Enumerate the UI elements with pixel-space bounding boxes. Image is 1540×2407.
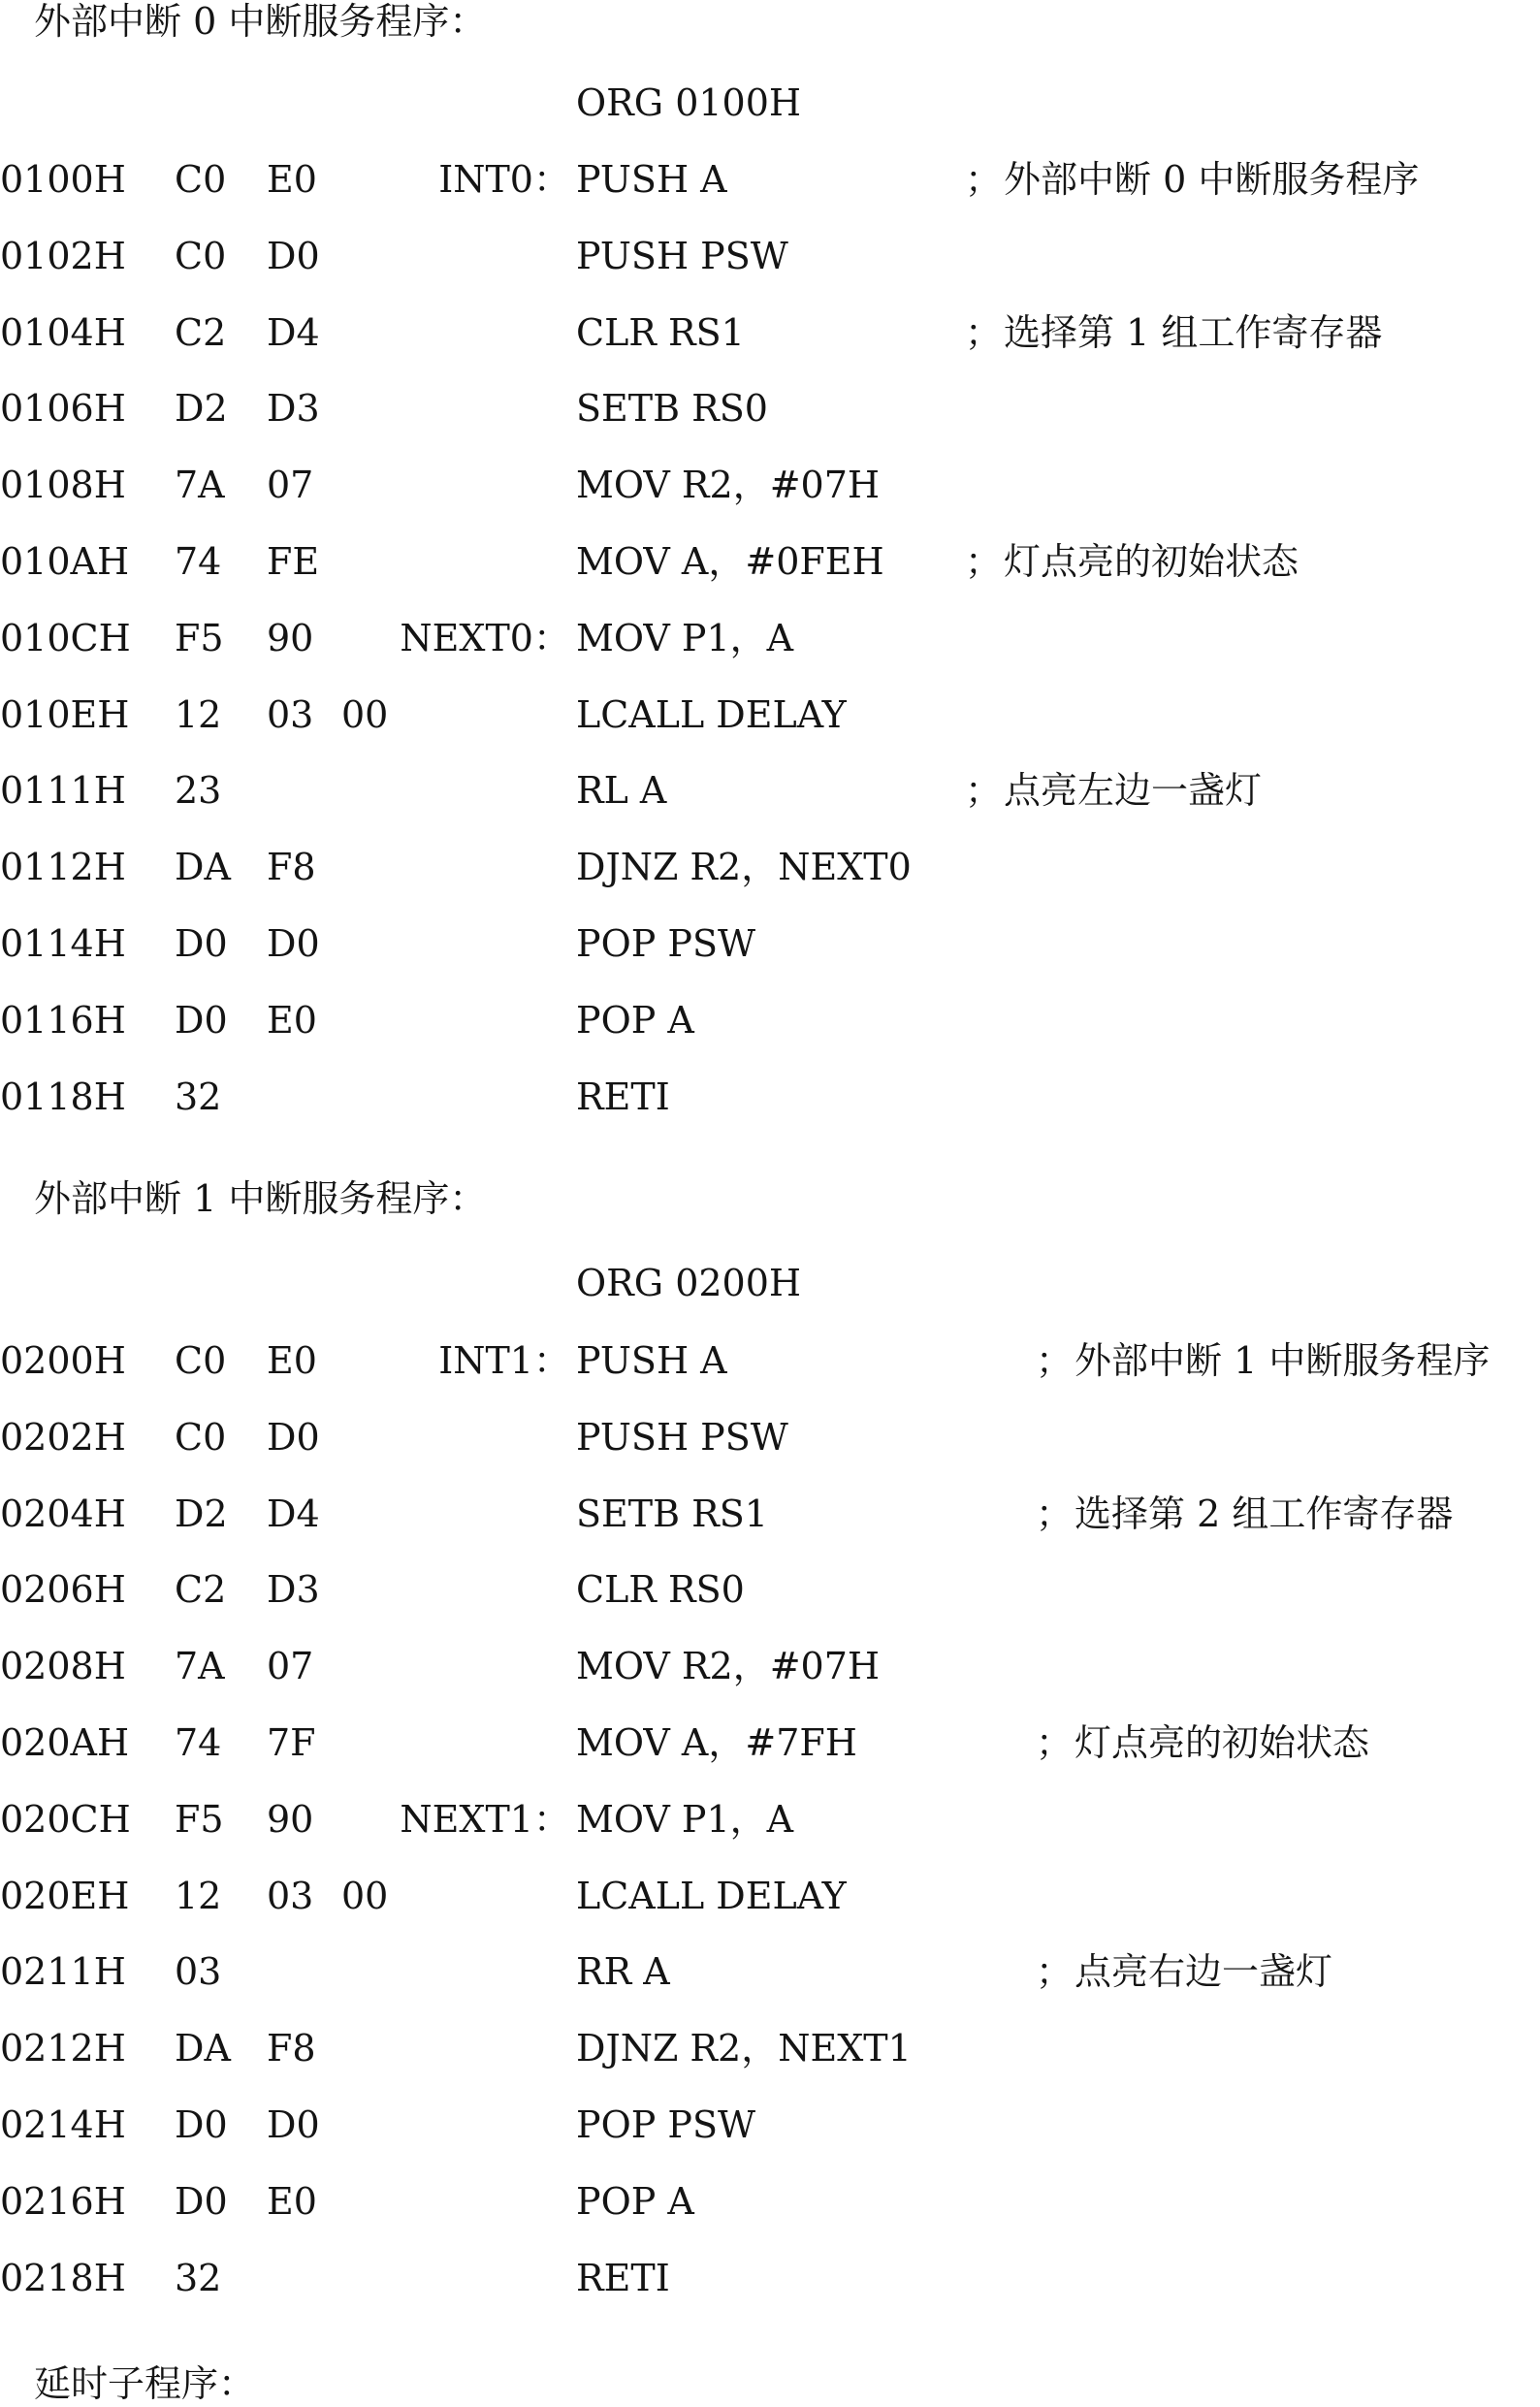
address-cell: 020CH — [0, 1797, 131, 1841]
comment-cell — [1036, 1487, 1453, 1541]
code-line — [0, 1333, 1540, 1388]
opcode-byte-2: D3 — [267, 387, 320, 431]
opcode-byte-2: D0 — [267, 234, 320, 277]
opcode-byte-1: DA — [175, 2027, 231, 2070]
label-cell: NEXT0： — [400, 616, 570, 659]
address-cell: 020EH — [0, 1874, 130, 1917]
code-line — [0, 1410, 1540, 1464]
instruction-cell: DJNZ R2，NEXT0 — [576, 846, 912, 889]
code-line — [0, 993, 1540, 1047]
org-line-int0 — [0, 76, 1540, 130]
opcode-byte-2: D4 — [267, 310, 320, 354]
opcode-byte-1: 7A — [175, 464, 225, 507]
org-directive: ORG 0200H — [576, 1262, 802, 1304]
opcode-byte-1: F5 — [175, 616, 224, 659]
comment-cell — [1036, 1944, 1332, 1999]
address-cell: 0100H — [0, 158, 126, 201]
opcode-byte-1: 12 — [175, 1874, 222, 1917]
code-line — [0, 1487, 1540, 1541]
code-line — [0, 458, 1540, 512]
code-line — [0, 2174, 1540, 2229]
comment-text: 灯点亮的初始状态 — [1075, 1721, 1370, 1764]
opcode-byte-2: 07 — [267, 1645, 314, 1688]
opcode-byte-2: F8 — [267, 2027, 316, 2070]
code-line — [0, 688, 1540, 742]
instruction-cell: POP A — [576, 998, 694, 1042]
instruction-cell: POP PSW — [576, 2103, 756, 2146]
opcode-byte-3: 00 — [341, 692, 389, 736]
instruction-cell: CLR RS0 — [576, 1568, 745, 1612]
code-line — [0, 534, 1540, 589]
instruction-cell: MOV A，#7FH — [576, 1721, 857, 1764]
comment-marker: ； — [1036, 1721, 1074, 1764]
code-line — [0, 611, 1540, 665]
opcode-byte-1: C0 — [175, 234, 227, 277]
label-cell: NEXT1： — [400, 1797, 570, 1841]
comment-marker: ； — [965, 769, 1003, 813]
address-cell: 0111H — [0, 769, 126, 813]
instruction-cell: RL A — [576, 769, 667, 813]
opcode-byte-2: 90 — [267, 616, 314, 659]
instruction-cell: RETI — [576, 2256, 670, 2299]
code-line — [0, 1716, 1540, 1770]
opcode-byte-2: E0 — [267, 158, 317, 201]
code-line — [0, 1869, 1540, 1923]
opcode-byte-2: D0 — [267, 2103, 320, 2146]
comment-marker: ； — [1036, 1339, 1074, 1382]
instruction-cell: MOV P1，A — [576, 616, 794, 659]
opcode-byte-2: F8 — [267, 846, 316, 889]
comment-cell — [965, 152, 1419, 207]
label-cell: INT1： — [438, 1339, 570, 1382]
instruction-cell: MOV A，#0FEH — [576, 540, 884, 583]
instruction-cell: RR A — [576, 1950, 670, 1994]
instruction-cell: RETI — [576, 1075, 670, 1118]
address-cell: 0204H — [0, 1492, 126, 1535]
opcode-byte-1: D0 — [175, 998, 228, 1042]
instruction-cell: PUSH PSW — [576, 234, 788, 277]
opcode-byte-1: F5 — [175, 1797, 224, 1841]
comment-cell — [965, 534, 1299, 589]
address-cell: 0202H — [0, 1415, 126, 1459]
opcode-byte-2: E0 — [267, 1339, 317, 1382]
code-line — [0, 763, 1540, 818]
instruction-cell: POP PSW — [576, 922, 756, 965]
opcode-byte-2: 03 — [267, 1874, 314, 1917]
address-cell: 0200H — [0, 1339, 126, 1382]
opcode-byte-2: E0 — [267, 998, 317, 1042]
address-cell: 0214H — [0, 2103, 126, 2146]
comment-marker: ； — [1036, 1950, 1074, 1994]
code-line — [0, 916, 1540, 971]
instruction-cell: PUSH PSW — [576, 1415, 788, 1459]
opcode-byte-3: 00 — [341, 1874, 389, 1917]
opcode-byte-2: 07 — [267, 464, 314, 507]
opcode-byte-1: 23 — [175, 769, 222, 813]
address-cell: 0114H — [0, 922, 126, 965]
opcode-byte-1: D0 — [175, 922, 228, 965]
instruction-cell: SETB RS1 — [576, 1492, 768, 1535]
opcode-byte-1: 74 — [175, 540, 222, 583]
opcode-byte-2: D0 — [267, 922, 320, 965]
comment-text: 选择第 2 组工作寄存器 — [1075, 1492, 1454, 1535]
opcode-byte-1: C2 — [175, 1568, 227, 1612]
address-cell: 0206H — [0, 1568, 126, 1612]
comment-marker: ； — [965, 310, 1003, 354]
opcode-byte-1: C0 — [175, 158, 227, 201]
address-cell: 0216H — [0, 2179, 126, 2223]
address-cell: 0211H — [0, 1950, 126, 1994]
opcode-byte-2: E0 — [267, 2179, 317, 2223]
comment-text: 外部中断 0 中断服务程序 — [1004, 158, 1420, 201]
instruction-cell: MOV R2，#07H — [576, 464, 881, 507]
comment-text: 选择第 1 组工作寄存器 — [1004, 310, 1383, 354]
code-line — [0, 381, 1540, 435]
org-directive: ORG 0100H — [576, 81, 802, 124]
instruction-cell: PUSH A — [576, 1339, 727, 1382]
instruction-cell: POP A — [576, 2179, 694, 2223]
code-line — [0, 840, 1540, 894]
opcode-byte-1: 74 — [175, 1721, 222, 1764]
address-cell: 0212H — [0, 2027, 126, 2070]
address-cell: 0112H — [0, 846, 126, 889]
comment-text: 灯点亮的初始状态 — [1004, 540, 1299, 583]
opcode-byte-1: C0 — [175, 1415, 227, 1459]
section-heading-int1: 外部中断 1 中断服务程序： — [34, 1177, 487, 1220]
address-cell: 0218H — [0, 2256, 126, 2299]
address-cell: 010EH — [0, 692, 130, 736]
instruction-cell: MOV R2，#07H — [576, 1645, 881, 1688]
section-heading-delay: 延时子程序： — [34, 2362, 256, 2405]
section-heading-int0: 外部中断 0 中断服务程序： — [34, 0, 487, 43]
opcode-byte-2: 7F — [267, 1721, 316, 1764]
code-line — [0, 2021, 1540, 2075]
address-cell: 0106H — [0, 387, 126, 431]
code-line — [0, 2098, 1540, 2152]
instruction-cell: MOV P1，A — [576, 1797, 794, 1841]
address-cell: 010AH — [0, 540, 130, 583]
instruction-cell: SETB RS0 — [576, 387, 768, 431]
address-cell: 010CH — [0, 616, 131, 659]
comment-cell — [1036, 1716, 1369, 1770]
opcode-byte-2: D3 — [267, 1568, 320, 1612]
instruction-cell: PUSH A — [576, 158, 727, 201]
comment-marker: ； — [965, 540, 1003, 583]
address-cell: 0118H — [0, 1075, 126, 1118]
opcode-byte-1: 12 — [175, 692, 222, 736]
instruction-cell: CLR RS1 — [576, 310, 745, 354]
comment-marker: ； — [965, 158, 1003, 201]
address-cell: 020AH — [0, 1721, 130, 1764]
code-line — [0, 305, 1540, 360]
opcode-byte-1: 7A — [175, 1645, 225, 1688]
opcode-byte-2: D4 — [267, 1492, 320, 1535]
opcode-byte-1: 03 — [175, 1950, 222, 1994]
code-line — [0, 1562, 1540, 1617]
code-line — [0, 152, 1540, 207]
comment-text: 点亮左边一盏灯 — [1004, 769, 1263, 813]
code-line — [0, 1639, 1540, 1693]
code-line — [0, 1070, 1540, 1124]
opcode-byte-1: D2 — [175, 387, 228, 431]
address-cell: 0104H — [0, 310, 126, 354]
code-line — [0, 2251, 1540, 2305]
address-cell: 0108H — [0, 464, 126, 507]
comment-cell — [965, 763, 1262, 818]
opcode-byte-1: DA — [175, 846, 231, 889]
opcode-byte-1: D0 — [175, 2179, 228, 2223]
opcode-byte-2: FE — [267, 540, 320, 583]
comment-cell — [965, 305, 1382, 360]
code-line — [0, 1792, 1540, 1846]
code-line — [0, 1944, 1540, 1999]
comment-cell — [1036, 1333, 1490, 1388]
comment-text: 外部中断 1 中断服务程序 — [1075, 1339, 1491, 1382]
opcode-byte-1: C0 — [175, 1339, 227, 1382]
opcode-byte-1: D0 — [175, 2103, 228, 2146]
org-line-int1 — [0, 1256, 1540, 1310]
instruction-cell: LCALL DELAY — [576, 692, 847, 736]
address-cell: 0102H — [0, 234, 126, 277]
instruction-cell: LCALL DELAY — [576, 1874, 847, 1917]
code-line — [0, 229, 1540, 283]
opcode-byte-2: 90 — [267, 1797, 314, 1841]
opcode-byte-1: C2 — [175, 310, 227, 354]
comment-text: 点亮右边一盏灯 — [1075, 1950, 1333, 1994]
address-cell: 0208H — [0, 1645, 126, 1688]
opcode-byte-2: D0 — [267, 1415, 320, 1459]
address-cell: 0116H — [0, 998, 126, 1042]
opcode-byte-1: D2 — [175, 1492, 228, 1535]
opcode-byte-1: 32 — [175, 2256, 222, 2299]
instruction-cell: DJNZ R2，NEXT1 — [576, 2027, 912, 2070]
comment-marker: ； — [1036, 1492, 1074, 1535]
opcode-byte-1: 32 — [175, 1075, 222, 1118]
opcode-byte-2: 03 — [267, 692, 314, 736]
label-cell: INT0： — [438, 158, 570, 201]
